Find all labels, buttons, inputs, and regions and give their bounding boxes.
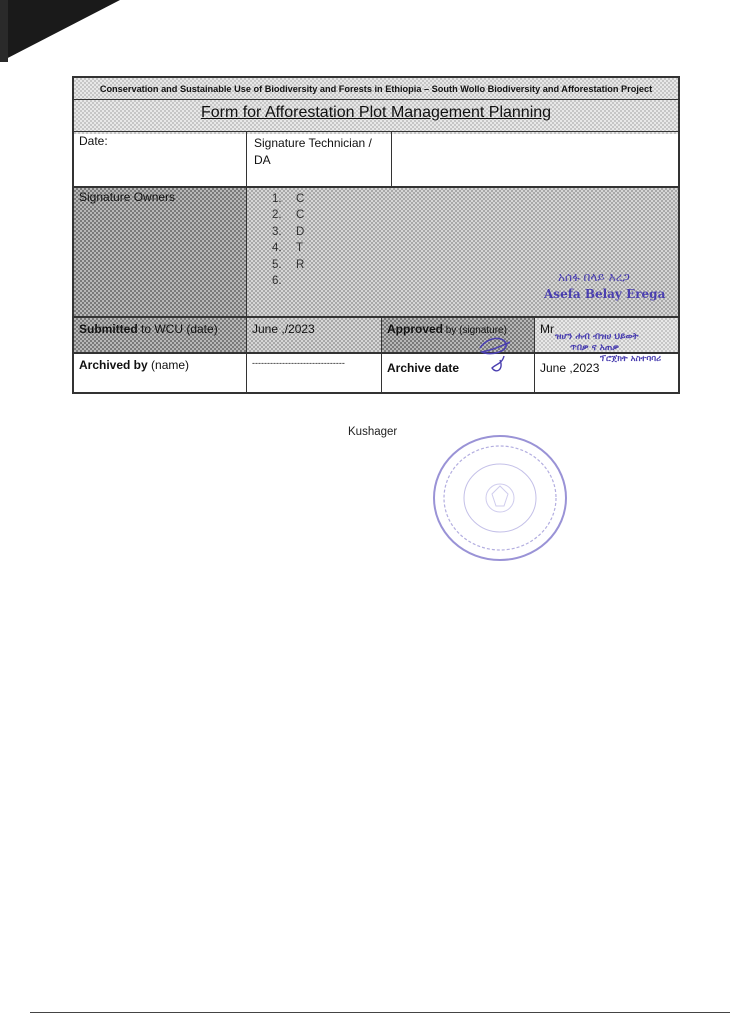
- owner-row: 6.: [272, 275, 282, 288]
- signature-technician-label: Signature Technician /: [254, 136, 372, 150]
- owner-row: 2. C: [272, 209, 305, 222]
- owner-row: 3. D: [272, 225, 305, 238]
- stamp-english-name: Asefa Belay Erega: [544, 287, 666, 301]
- stamp-line-4: ጥበቃ ና አጠቃ: [570, 343, 619, 353]
- owner-row: 1. C: [272, 193, 305, 205]
- owner-row: 5. R: [272, 258, 305, 271]
- stamp-line-3: ዝሆን ሐብ ብዝሀ ህይወት: [555, 332, 639, 342]
- divider: [74, 99, 678, 100]
- form-title: Form for Afforestation Plot Management Planning: [200, 104, 552, 121]
- stamp-line-5: ፕሮጀክት አስተባባሪ: [600, 354, 662, 364]
- signature-owners-label-cell: [74, 188, 246, 316]
- stamp-amharic-name: አሰፋ በላይ እረጋ: [558, 270, 630, 284]
- signature-technician-label-2: DA: [254, 153, 271, 167]
- approved-label: Approved by (signature): [387, 322, 507, 336]
- divider: [381, 354, 382, 392]
- submitted-value: June ,/2023: [252, 322, 315, 336]
- divider: [246, 132, 247, 186]
- signature-owners-label: Signature Owners: [79, 190, 176, 204]
- owners-list: [272, 191, 304, 289]
- approval-signature: [470, 330, 530, 376]
- project-title: Conservation and Sustainable Use of Biodiversity and Forests in Ethiopia – South Wollo Biodiversity and Afforestation Project: [99, 84, 653, 94]
- archived-by-value[interactable]: -------------------------------: [252, 358, 345, 368]
- archive-date-value[interactable]: June ,2023: [540, 361, 600, 375]
- date-label: Date:: [79, 134, 108, 148]
- scan-corner-shadow: [0, 0, 120, 62]
- archive-date-label: Archive date: [387, 361, 460, 375]
- page-bottom-edge: [30, 1012, 730, 1013]
- archived-by-label: Archived by (name): [79, 358, 190, 372]
- scan-edge-shadow: [0, 0, 8, 62]
- approved-value: Mr: [540, 322, 554, 336]
- owner-row: 4. T: [272, 242, 304, 255]
- submitted-label: Submitted to WCU (date): [79, 322, 218, 336]
- official-seal: [432, 432, 572, 566]
- place-name: Kushager: [348, 426, 398, 438]
- signature-technician-field[interactable]: [392, 132, 678, 184]
